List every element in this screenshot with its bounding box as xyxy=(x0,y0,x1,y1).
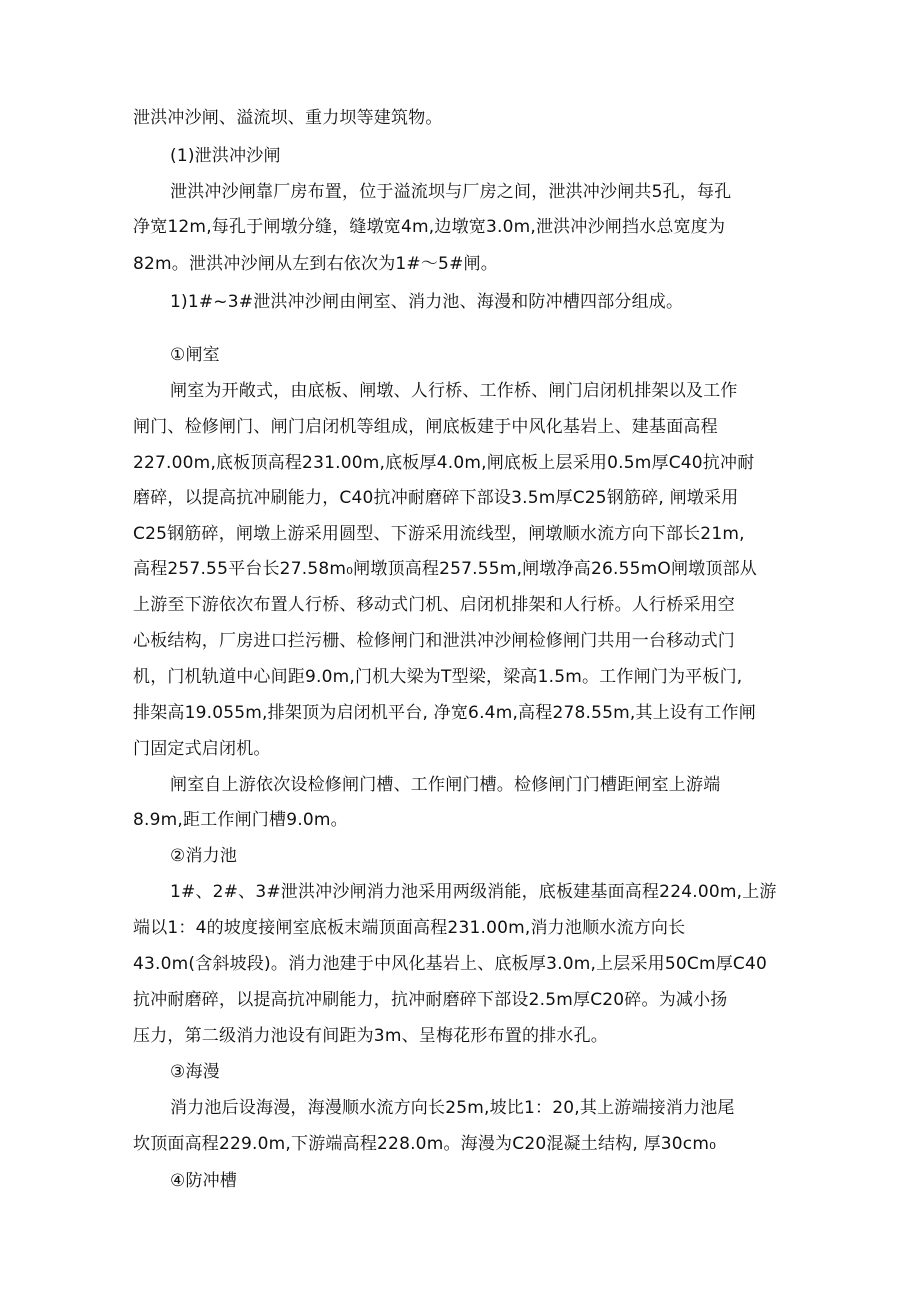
subheading-apron: ③海漫 xyxy=(170,1062,220,1082)
text-line-12: C25钢筋碎，闸墩上游采用圆型、下游采用流线型，闸墩顺水流方向下部长21m, xyxy=(133,524,745,544)
text-line-11: 磨碎，以提高抗冲刷能力，C40抗冲耐磨碎下部设3.5m厚C25钢筋碎, 闸墩采用 xyxy=(133,488,739,508)
text-line-6: 1)1#~3#泄洪冲沙闸由闸室、消力池、海漫和防冲槽四部分组成。 xyxy=(170,292,684,312)
text-line-5: 82m。泄洪冲沙闸从左到右依次为1#～5#闸。 xyxy=(133,254,498,274)
text-line-4: 净宽12m,每孔于闸墩分缝，缝墩宽4m,边墩宽3.0m,泄洪冲沙闸挡水总宽度为 xyxy=(133,217,726,237)
text-line-17: 排架高19.055m,排架顶为启闭机平台, 净宽6.4m,高程278.55m,其上设有工作闸 xyxy=(133,703,756,723)
section-heading-sluice: (1)泄洪冲沙闸 xyxy=(170,146,281,166)
subheading-scour-trench: ④防冲槽 xyxy=(170,1171,238,1191)
text-line-20: 8.9m,距工作闸门槽9.0m。 xyxy=(133,810,348,830)
text-line-24: 43.0m(含斜坡段)。消力池建于中风化基岩上、底板厚3.0m,上层采用50Cm厚C40 xyxy=(133,954,768,974)
text-line-26: 压力，第二级消力池设有间距为3m、呈梅花形布置的排水孔。 xyxy=(133,1026,608,1046)
text-line-19: 闸室自上游依次设检修闸门槽、工作闸门槽。检修闸门门槽距闸室上游端 xyxy=(170,775,721,795)
text-line-22: 1#、2#、3#泄洪冲沙闸消力池采用两级消能，底板建基面高程224.00m,上游 xyxy=(170,882,777,902)
subheading-stilling-basin: ②消力池 xyxy=(170,846,238,866)
text-line-13: 高程257.55平台长27.58m₀闸墩顶高程257.55m,闸墩净高26.55mO闸墩顶部从 xyxy=(133,559,757,579)
text-line-16: 机，门机轨道中心间距9.0m,门机大梁为T型梁，梁高1.5m。工作闸门为平板门, xyxy=(133,667,743,687)
text-line-9: 闸门、检修闸门、闸门启闭机等组成，闸底板建于中风化基岩上、建基面高程 xyxy=(133,417,718,437)
text-line-3: 泄洪冲沙闸靠厂房布置，位于溢流坝与厂房之间，泄洪冲沙闸共5孔，每孔 xyxy=(170,182,732,202)
text-line-23: 端以1：4的坡度接闸室底板末端顶面高程231.00m,消力池顺水流方向长 xyxy=(133,918,686,938)
text-line-29: 坎顶面高程229.0m,下游端高程228.0m。海漫为C20混凝土结构, 厚30cm₀ xyxy=(133,1134,717,1154)
subheading-gate-chamber: ①闸室 xyxy=(170,345,220,365)
text-line-1: 泄洪冲沙闸、溢流坝、重力坝等建筑物。 xyxy=(133,108,443,128)
text-line-18: 门固定式启闭机。 xyxy=(133,739,271,759)
text-line-8: 闸室为开敞式，由底板、闸墩、人行桥、工作桥、闸门启闭机排架以及工作 xyxy=(170,381,738,401)
text-line-15: 心板结构，厂房进口拦污栅、检修闸门和泄洪冲沙闸检修闸门共用一台移动式门 xyxy=(133,631,735,651)
text-line-25: 抗冲耐磨碎，以提高抗冲刷能力，抗冲耐磨碎下部设2.5m厚C20碎。为减小扬 xyxy=(133,990,728,1010)
text-line-14: 上游至下游依次布置人行桥、移动式门机、启闭机排架和人行桥。人行桥采用空 xyxy=(133,595,735,615)
text-line-10: 227.00m,底板顶高程231.00m,底板厚4.0m,闸底板上层采用0.5m厚C40抗冲耐 xyxy=(133,453,755,473)
text-line-28: 消力池后设海漫，海漫顺水流方向长25m,坡比1：20,其上游端接消力池尾 xyxy=(170,1098,735,1118)
